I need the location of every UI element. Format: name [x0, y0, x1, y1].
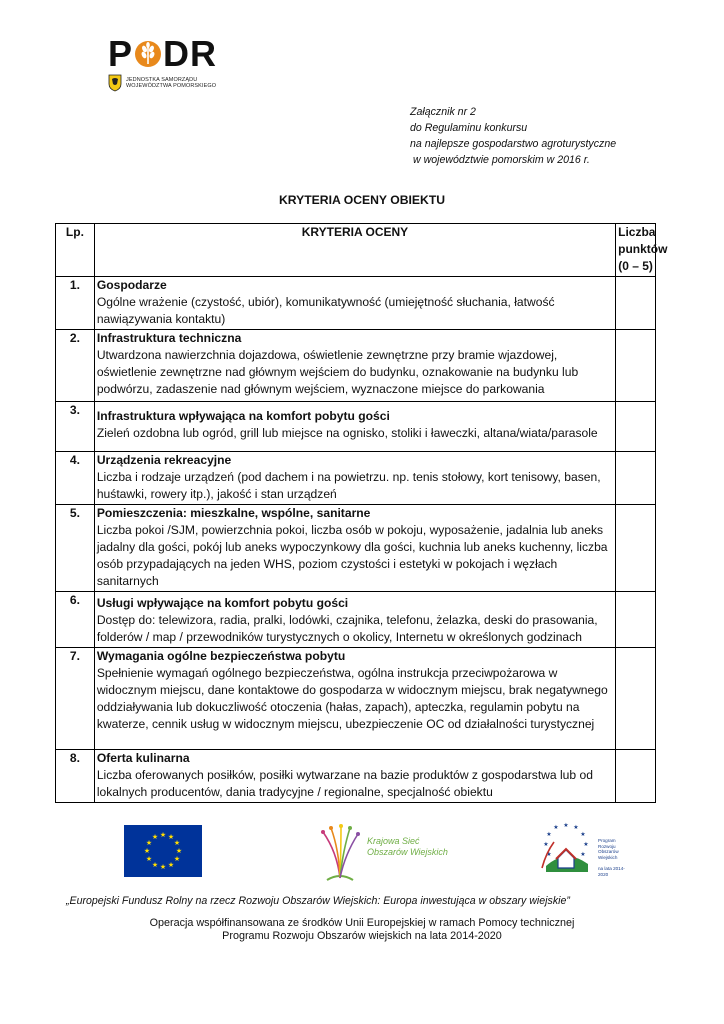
annex-line1: Załącznik nr 2	[410, 106, 476, 118]
svg-text:★: ★	[167, 833, 175, 841]
criterion-title: Wymagania ogólne bezpieczeństwa pobytu	[96, 649, 346, 663]
ksow-text: Krajowa Sieć Obszarów Wiejskich	[367, 836, 448, 857]
table-row	[56, 505, 656, 592]
criterion-description: Zieleń ozdobna lub ogród, grill lub miejsce na ognisko, stoliki i ławeczki, altana/wiata/parasole	[96, 426, 598, 440]
annex-line2: do Regulaminu konkursu	[410, 122, 528, 134]
cofinancing-line1: Operacja współfinansowana ze środków Unii Europejskiej w ramach Pomocy technicznej	[149, 917, 575, 929]
table-row	[56, 402, 656, 452]
logo-letter-r: R	[190, 33, 218, 74]
points-input-cell[interactable]	[616, 277, 656, 330]
annex-line4: w województwie pomorskim w 2016 r.	[413, 154, 590, 166]
svg-text:★: ★	[143, 847, 151, 855]
criterion-title: Pomieszczenia: mieszkalne, wspólne, sanitarne	[96, 506, 371, 520]
criterion-title: Urządzenia rekreacyjne	[96, 453, 232, 467]
points-input-cell[interactable]	[616, 402, 656, 452]
svg-text:★: ★	[583, 841, 589, 848]
ksow-logo	[315, 822, 460, 884]
points-input-cell[interactable]	[616, 452, 656, 505]
wheat-circle-icon	[134, 40, 162, 68]
header-points	[616, 224, 668, 277]
svg-text:★: ★	[563, 822, 569, 829]
svg-text:★: ★	[159, 863, 167, 871]
points-input-cell[interactable]	[616, 330, 656, 402]
row-number: 6.	[56, 592, 95, 648]
row-number: 1.	[56, 277, 95, 330]
table-row	[56, 648, 656, 750]
svg-text:★: ★	[573, 824, 579, 831]
svg-text:★: ★	[151, 833, 159, 841]
svg-text:★: ★	[546, 831, 552, 838]
annex-header	[410, 104, 616, 168]
podr-logo-text	[108, 33, 218, 74]
svg-text:★: ★	[173, 839, 181, 847]
points-input-cell[interactable]	[616, 750, 656, 803]
criterion-cell	[94, 452, 615, 505]
logo-subtext-line1: JEDNOSTKA SAMORZĄDU	[126, 76, 198, 83]
header-points-line2: punktów	[618, 242, 668, 256]
row-number: 8.	[56, 750, 95, 803]
prow-logo	[536, 818, 626, 878]
criterion-description: Spełnienie wymagań ogólnego bezpieczeństwa, ogólna instrukcja przeciwpożarowa w widocznym miejscu, dane kontaktowe do gospodarza w widocznym miejscu, brak negatywnego oddziaływania lub dokuczliwość otoczenia (hałas, zapach), apteczka, regulamin pobytu na kwaterze, cennik usług w widocznym miejscu, ubezpieczenie OC od działalności turystycznej	[96, 666, 608, 731]
pomorskie-shield-icon	[108, 74, 122, 92]
row-number: 2.	[56, 330, 95, 402]
annex-line3: na najlepsze gospodarstwo agroturystyczne	[410, 138, 617, 150]
table-row	[56, 277, 656, 330]
svg-text:★: ★	[145, 839, 153, 847]
points-input-cell[interactable]	[616, 648, 656, 750]
header-points-line3: (0 – 5)	[618, 259, 653, 273]
criterion-cell	[94, 750, 615, 803]
svg-text:★: ★	[546, 851, 552, 858]
criterion-title: Usługi wpływające na komfort pobytu gości	[96, 596, 349, 610]
criterion-description: Dostęp do: telewizora, radia, pralki, lodówki, czajnika, telefonu, żelazka, deski do prasowania, folderów / map / przewodników turystycznych o okolicy, Internetu w określonych godzinach	[96, 613, 598, 644]
row-number: 7.	[56, 648, 95, 750]
table-row	[56, 452, 656, 505]
svg-text:★: ★	[580, 851, 586, 858]
criterion-title: Gospodarze	[96, 278, 167, 292]
svg-text:★: ★	[553, 824, 559, 831]
header-criteria: KRYTERIA OCENY	[94, 224, 615, 277]
prow-emblem-icon	[536, 818, 596, 878]
row-number: 4.	[56, 452, 95, 505]
svg-text:★: ★	[159, 831, 167, 839]
points-input-cell[interactable]	[616, 592, 656, 648]
criterion-cell	[94, 402, 615, 452]
logo-subtext-line2: WOJEWÓDZTWA POMORSKIEGO	[126, 83, 217, 89]
svg-text:★: ★	[167, 861, 175, 869]
table-row	[56, 592, 656, 648]
logo-letter-p: P	[108, 33, 134, 74]
points-input-cell[interactable]	[616, 505, 656, 592]
criterion-title: Infrastruktura wpływająca na komfort pobytu gości	[96, 409, 390, 423]
svg-text:★: ★	[145, 855, 153, 863]
logo-letter-d: D	[163, 33, 191, 74]
logo-subtitle	[108, 74, 216, 92]
prow-text: Program Rozwoju Obszarów Wiejskich na lata 2014-2020	[598, 838, 625, 877]
criteria-table	[55, 223, 668, 803]
page-title: KRYTERIA OCENY OBIEKTU	[278, 193, 446, 207]
header-points-line1: Liczba	[618, 225, 656, 239]
svg-text:★: ★	[580, 831, 586, 838]
header-lp: Lp.	[56, 224, 95, 277]
row-number: 5.	[56, 505, 95, 592]
criterion-description: Utwardzona nawierzchnia dojazdowa, oświetlenie zewnętrzne przy bramie wjazdowej, oświetlenie zewnętrzne nad głównym wejściem do budynku, oznakowanie na budynku lub podwórzu, zadaszenie nad głównym wejściem, wyznaczone miejsce do parkowania	[96, 348, 579, 396]
ksow-emblem-icon	[315, 822, 365, 884]
criterion-description: Liczba oferowanych posiłków, posiłki wytwarzane na bazie produktów z gospodarstwa lub od lokalnych producentów, dania tradycyjne / regionalne, specjalność obiektu	[96, 768, 593, 799]
criterion-title: Oferta kulinarna	[96, 751, 190, 765]
svg-text:★: ★	[173, 855, 181, 863]
table-header-row	[56, 224, 656, 277]
row-number: 3.	[56, 402, 95, 452]
criterion-cell	[94, 277, 615, 330]
cofinancing-statement	[0, 917, 724, 943]
table-row	[56, 750, 656, 803]
criterion-cell	[94, 592, 615, 648]
criterion-cell	[94, 648, 615, 750]
svg-text:★: ★	[175, 847, 183, 855]
svg-text:★: ★	[543, 841, 549, 848]
criterion-description: Liczba i rodzaje urządzeń (pod dachem i na powietrzu. np. tenis stołowy, kort tenisowy, basen, huśtawki, rowery itp.), jakość i stan urządzeń	[96, 470, 601, 501]
fund-statement: „Europejski Fundusz Rolny na rzecz Rozwoju Obszarów Wiejskich: Europa inwestująca w obszary wiejskie”	[66, 895, 570, 907]
criterion-title: Infrastruktura techniczna	[96, 331, 242, 345]
svg-text:★: ★	[151, 861, 159, 869]
podr-logo	[108, 33, 238, 96]
eu-flag-icon	[124, 825, 202, 877]
criterion-description: Ogólne wrażenie (czystość, ubiór), komunikatywność (umiejętność słuchania, łatwość nawiązywania kontaktu)	[96, 295, 555, 326]
criterion-description: Liczba pokoi /SJM, powierzchnia pokoi, liczba osób w pokoju, wyposażenie, jadalnia lub aneks jadalny dla gości, pokój lub aneks wypoczynkowy dla gości, kuchnia lub aneks kuchenny, liczba osób przypadających na jeden WHS, poziom czystości i estetyki w pokojach i węzłach sanitarnych	[96, 523, 608, 588]
table-row	[56, 330, 656, 402]
cofinancing-line2: Programu Rozwoju Obszarów wiejskich na lata 2014-2020	[222, 930, 502, 942]
criterion-cell	[94, 330, 615, 402]
criterion-cell	[94, 505, 615, 592]
